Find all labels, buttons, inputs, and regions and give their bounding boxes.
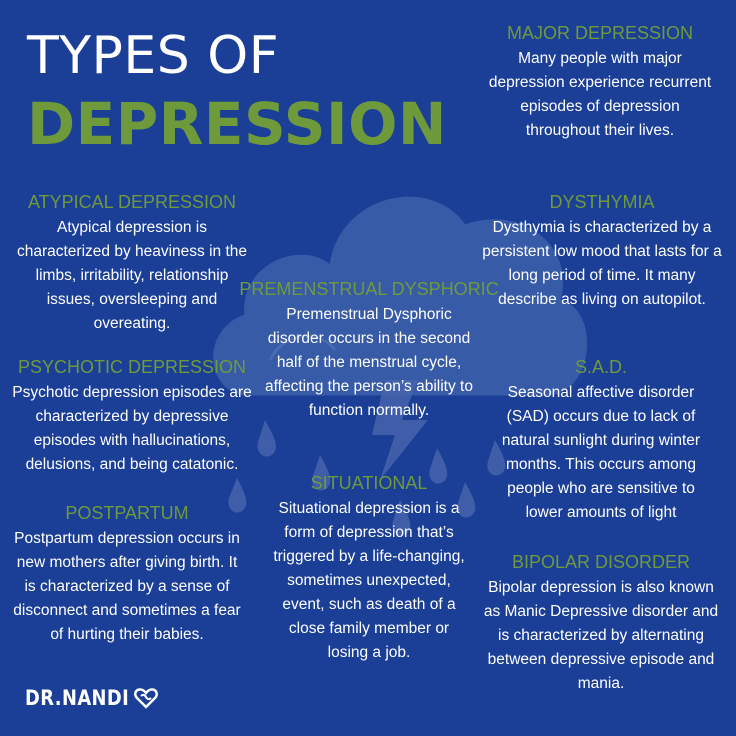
heading-dysthymia: DYSTHYMIA bbox=[549, 192, 655, 212]
heading-sad: S.A.D. bbox=[574, 357, 627, 377]
body-dysthymia: Dysthymia is characterized by a persistent low mood that lasts for a long period of time. It many describe as living on autopilot. bbox=[482, 219, 722, 308]
section-sad bbox=[487, 355, 715, 525]
body-major-depression: Many people with major depression experience recurrent episodes of depression throughout their lives. bbox=[488, 50, 712, 139]
heart-icon bbox=[134, 687, 158, 709]
body-sad: Seasonal affective disorder (SAD) occurs due to lack of natural sunlight during winter months. This occurs among people who are sensitive to lower amounts of light bbox=[501, 384, 701, 521]
body-postpartum: Postpartum depression occurs in new mothers after giving birth. It is characterized by a sense of disconnect and sometimes a fear of hurting their babies. bbox=[13, 530, 241, 643]
body-atypical-depression: Atypical depression is characterized by heaviness in the limbs, irritability, relationship issues, oversleeping and overeating. bbox=[16, 219, 248, 332]
title-depression: DEPRESSION bbox=[27, 90, 447, 158]
section-bipolar-disorder bbox=[482, 550, 720, 696]
body-psychotic-depression: Psychotic depression episodes are characterized by depressive episodes with hallucinations, delusions, and being catatonic. bbox=[12, 384, 252, 473]
heading-psychotic-depression: PSYCHOTIC DEPRESSION bbox=[17, 357, 247, 377]
body-premenstrual-dysphoric: Premenstrual Dysphoric disorder occurs in the second half of the menstrual cycle, affecting the person’s ability to function normally. bbox=[265, 306, 473, 419]
raindrop bbox=[257, 420, 276, 457]
section-premenstrual-dysphoric bbox=[239, 277, 499, 423]
logo-text: DR.NANDI bbox=[25, 686, 130, 710]
dr-nandi-logo bbox=[25, 686, 158, 710]
heading-postpartum: POSTPARTUM bbox=[65, 503, 189, 523]
section-dysthymia bbox=[482, 190, 722, 312]
section-major-depression bbox=[486, 21, 714, 143]
heading-bipolar-disorder: BIPOLAR DISORDER bbox=[511, 552, 691, 572]
section-situational bbox=[268, 471, 470, 665]
heading-situational: SITUATIONAL bbox=[310, 473, 428, 493]
heading-atypical-depression: ATYPICAL DEPRESSION bbox=[27, 192, 237, 212]
title-types-of: TYPES OF bbox=[27, 26, 280, 86]
section-atypical-depression bbox=[12, 190, 252, 336]
body-situational: Situational depression is a form of depression that’s triggered by a life-changing, sometimes unexpected, event, such as death of a close family member or losing a job. bbox=[273, 500, 465, 661]
heading-major-depression: MAJOR DEPRESSION bbox=[506, 23, 694, 43]
section-psychotic-depression bbox=[12, 355, 252, 477]
body-bipolar-disorder: Bipolar depression is also known as Manic Depressive disorder and is characterized by alternating between depressive episode and mania. bbox=[483, 579, 719, 692]
heading-premenstrual-dysphoric: PREMENSTRUAL DYSPHORIC bbox=[239, 279, 499, 299]
section-postpartum bbox=[12, 501, 242, 647]
